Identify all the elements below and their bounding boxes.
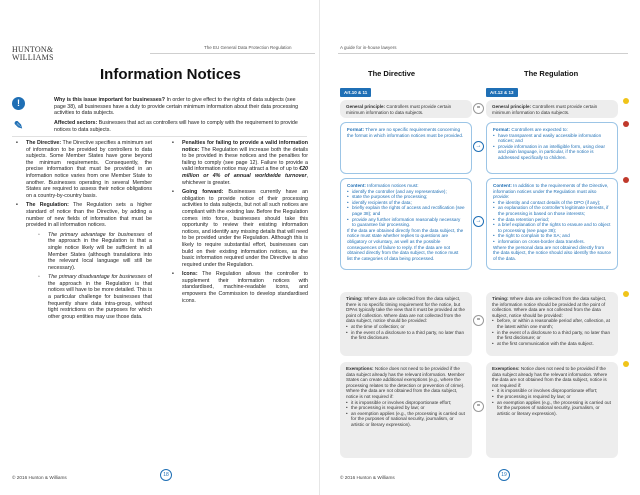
advantage-heading: The primary advantage for businesses [48, 231, 145, 238]
directive-column-heading: The Directive [368, 69, 416, 78]
list-item: • provide any further information reasonably necessary to guarantee fair processing. [347, 217, 465, 228]
advantage-body: of the approach in the Regulation is that a single notice likely will be sufficient in all Member States (although translations into the relevant local language will still be necessary). [48, 231, 153, 271]
right-column-list [168, 140, 308, 304]
why-important-text [54, 97, 307, 117]
regulation-general-body: Controllers must provide certain minimum information to data subjects. [492, 104, 598, 115]
footer-right: © 2016 Hunton & Williams [340, 475, 395, 480]
regulation-content-box [486, 178, 618, 270]
regulation-format-list [493, 133, 611, 161]
directive-content-heading: Content: [347, 183, 366, 188]
art-directive-tag: Art.10 & 11 [340, 88, 371, 97]
left-column-list [12, 140, 152, 320]
regulation-general-heading: General principle: [492, 104, 532, 109]
regulation-format-intro: Controllers are expected to: [510, 127, 568, 132]
penalties-heading: Penalties for failing to provide a valid information notice: [182, 140, 308, 153]
page-number-right: 19 [498, 469, 510, 481]
equal-icon: = [473, 401, 484, 412]
disadvantage-paragraph [26, 274, 152, 320]
penalties-highlight: €20 million or 4% of annual worldwide turnover [182, 166, 308, 179]
directive-content-intro: Information notices must: [365, 183, 419, 188]
list-item: • the identity and contact details of the DPO (if any); [493, 200, 611, 206]
directive-general-box [340, 100, 472, 118]
arrow-right-icon: → [473, 216, 484, 227]
going-forward-body: Businesses currently have an obligation to provide notice of their processing activities to data subjects, but not all such notices are compliant with the existing law. Before the Regulation comes into force, businesses should take this opportunity to review their existing information notices, and identify any missing details that will need to be provided under the Regulation. Although this is likely to require substantial effort, businesses can build on their existing information notices, as the basic information required under the Directive is also required under the Regulation. [182, 189, 308, 268]
regulation-timing-heading: Timing: [492, 296, 509, 301]
regulation-column-heading: The Regulation [524, 69, 579, 78]
icons-paragraph [168, 271, 308, 304]
regulation-exemptions-heading: Exemptions: [492, 366, 520, 371]
list-item: • an explanation of the controller's legitimate interests, if the processing is based on those interests; [493, 205, 611, 216]
list-item: • it is impossible or involves disproportionate effort; [346, 400, 466, 406]
list-item: • briefly explain the rights of access and rectification (see page 38); and [347, 205, 465, 216]
status-dot [623, 177, 629, 183]
regulation-exemptions-box [486, 362, 618, 458]
going-forward-paragraph [168, 189, 308, 268]
penalties-body-a: The Regulation will increase both the details to be provided in these notices and the penalties for failing to comply (see page 12). Failure to provide a valid information notice may attract a fine of up to [182, 146, 308, 173]
regulation-content-list [493, 200, 611, 245]
status-dot [623, 98, 629, 104]
list-item: • identify recipients of the data; [347, 200, 465, 206]
directive-timing-list [346, 324, 466, 341]
hunton-williams-logo [12, 46, 56, 62]
pencil-icon: ✎ [13, 120, 24, 132]
list-item: • the processing is required by law; or [346, 405, 466, 411]
status-dot [623, 121, 629, 127]
directive-general-body: Controllers must provide certain minimum information to data subjects. [346, 104, 452, 115]
regulation-content-tail: Where the personal data are not obtained directly from the data subject, the notice should also identify the source of the data. [493, 244, 611, 261]
regulation-paragraph [12, 202, 152, 320]
exclamation-icon: ! [12, 97, 25, 110]
intro-divider [12, 136, 307, 137]
directive-timing-heading: Timing: [346, 296, 363, 301]
equal-icon: = [473, 103, 484, 114]
list-item: • the processing is required by law; or [492, 394, 612, 400]
icons-body: The Regulation allows the controller to supplement their information notices with standardised, machine-readable icons, and empowers the Commission to develop standardised icons. [182, 271, 308, 304]
regulation-content-heading: Content: [493, 183, 512, 188]
directive-exemptions-box [340, 362, 472, 458]
logo-line2: WILLIAMS [12, 53, 54, 62]
directive-general-heading: General principle: [346, 104, 386, 109]
list-item: • identify the controller (and any representative); [347, 189, 465, 195]
regulation-timing-list [492, 318, 612, 346]
directive-content-list [347, 189, 465, 228]
list-item: • provide information in an intelligible form, using clear and plain language, in particular, if the notice is addressed specifically to children. [493, 144, 611, 161]
list-item: • an exemption applies (e.g., the processing is carried out for the purposes of national security, journalism, or artistic or literary expression). [346, 411, 466, 428]
why-important-body: In order to give effect to the rights of data subjects (see page 38), all businesses have a duty to provide certain minimum information about their data processing activities to data subjects. [54, 97, 299, 117]
regulation-heading: The Regulation: [26, 202, 69, 209]
directive-body: The Directive specifies a minimum set of information to be provided by controllers to data subjects. Some Member States have gone beyond the minimum requirements. Consequently, the precise information that must be provided in an information notice varies from one Member State to another. Businesses operating in several Member States are required to assess their notice obligations on a country-by-country basis. [26, 140, 152, 199]
list-item: • the right to complain to the SA; and [493, 233, 611, 239]
list-item: • the data retention period; [493, 217, 611, 223]
page-title: Information Notices [100, 66, 241, 83]
directive-exemptions-list [346, 400, 466, 428]
icons-heading: Icons: [182, 271, 198, 278]
list-item: • before, or within a reasonable period after, collection, at the latest within one month; [492, 318, 612, 329]
header-divider [150, 53, 315, 54]
list-item: • it is impossible or involves disproportionate effort; [492, 388, 612, 394]
arrow-right-icon: → [473, 141, 484, 152]
list-item: • information on cross-border data transfers. [493, 239, 611, 245]
regulation-format-heading: Format: [493, 127, 511, 132]
affected-sectors-box [12, 120, 307, 133]
list-item: • state the purposes of the processing; [347, 194, 465, 200]
advantage-paragraph [26, 232, 152, 272]
list-item: • in the event of a disclosure to a third party, no later than the first disclosure; or [492, 330, 612, 341]
list-item: • a brief explanation of the rights to erasure and to object to processing (see page 38); [493, 222, 611, 233]
directive-exemptions-heading: Exemptions: [346, 366, 374, 371]
equal-icon: = [473, 315, 484, 326]
directive-format-heading: Format: [347, 127, 365, 132]
regulation-format-box [486, 122, 618, 174]
disadvantage-body: of the approach in the Regulation is that notices will have to be more detailed. This is a particular challenge for businesses that frequently share data intra-group, without tight restrictions on the purposes for which other group entities may use those data. [48, 274, 152, 320]
directive-format-body: There are no specific requirements concerning the format in which information notices must be provided. [347, 127, 464, 138]
directive-format-box [340, 122, 472, 174]
regulation-timing-box [486, 292, 618, 356]
footer-left: © 2016 Hunton & Williams [12, 475, 67, 480]
art-regulation-tag: Art.12 & 13 [486, 88, 518, 97]
directive-paragraph [12, 140, 152, 199]
regulation-timing-body: Where data are collected from the data subject, the information notice should be provided at the point of collection. Where data are not collected from the data subject, notice should be provided: [492, 296, 607, 318]
list-item: • an exemption applies (e.g., the processing is carried out for the purposes of national security, journalism, or artistic or literary expression). [492, 400, 612, 417]
list-item: • at the time of collection; or [346, 324, 466, 330]
penalties-paragraph [168, 140, 308, 186]
status-dot [623, 361, 629, 367]
list-item: • have transparent and easily accessible information notices; and [493, 133, 611, 144]
directive-content-box [340, 178, 472, 270]
page-number-left: 18 [160, 469, 172, 481]
right-column [168, 140, 308, 307]
status-dot [623, 291, 629, 297]
disadvantage-heading: The primary disadvantage for businesses [48, 274, 146, 281]
regulation-exemptions-body: Notice does not need to be provided if the data subject already has the relevant information. Where the data are not obtained from the data subject, notice is not required if: [492, 366, 608, 388]
left-column [12, 140, 152, 323]
running-header-left: The EU General Data Protection Regulation [204, 45, 292, 50]
directive-content-tail: If the data are obtained directly from the data subject, the notice must state whether replies to questions are obligatory or voluntary, as well as the possible consequences of failure to reply. If the data are not obtained directly from the data subject, the notice must list the categories of data being processed. [347, 227, 464, 261]
regulation-content-intro: In addition to the requirements of the Directive, information notices under the Regulation must also provide: [493, 183, 609, 200]
list-item: • at the first communication with the data subject. [492, 341, 612, 347]
regulation-exemptions-list [492, 388, 612, 416]
going-forward-heading: Going forward: [182, 189, 224, 196]
affected-sectors-body: Businesses that act as controllers will have to comply with the requirement to provide notices to data subjects. [54, 120, 298, 133]
running-header-right: A guide for in-house lawyers [340, 45, 397, 50]
header-divider-right [338, 53, 628, 54]
list-item: • in the event of a disclosure to a third party, no later than the first disclosure. [346, 330, 466, 341]
directive-exemptions-body: Notice does not need to be provided if the data subject already has the relevant information. Member States can create additional exemptions (e.g., where the processing relates to the detection or prevention of crime). Where the data are not obtained from the data subject, notice is not required if: [346, 366, 465, 399]
affected-sectors-heading: Affected sectors: [54, 120, 98, 126]
why-important-heading: Why is this issue important for businesses? [54, 97, 165, 103]
why-important-box [12, 97, 307, 117]
penalties-body-b: , whichever is greater. [182, 172, 308, 186]
regulation-body: The Regulation sets a higher standard of notice than the Directive, by adding a number of new fields of information that must be provided in all information notices. [26, 202, 152, 229]
regulation-sublist [26, 232, 152, 321]
affected-sectors-text [54, 120, 307, 133]
directive-timing-box [340, 292, 472, 356]
directive-timing-body: Where data are collected from the data subject, there is no specific timing requirement for the notice, but DPAs typically take the view that it must be provided at the point of collection. Where data are not collected from the data subject, notice should be provided: [346, 296, 465, 324]
directive-heading: The Directive: [26, 140, 62, 146]
logo-line1: HUNTON& [12, 45, 54, 54]
regulation-general-box [486, 100, 618, 118]
